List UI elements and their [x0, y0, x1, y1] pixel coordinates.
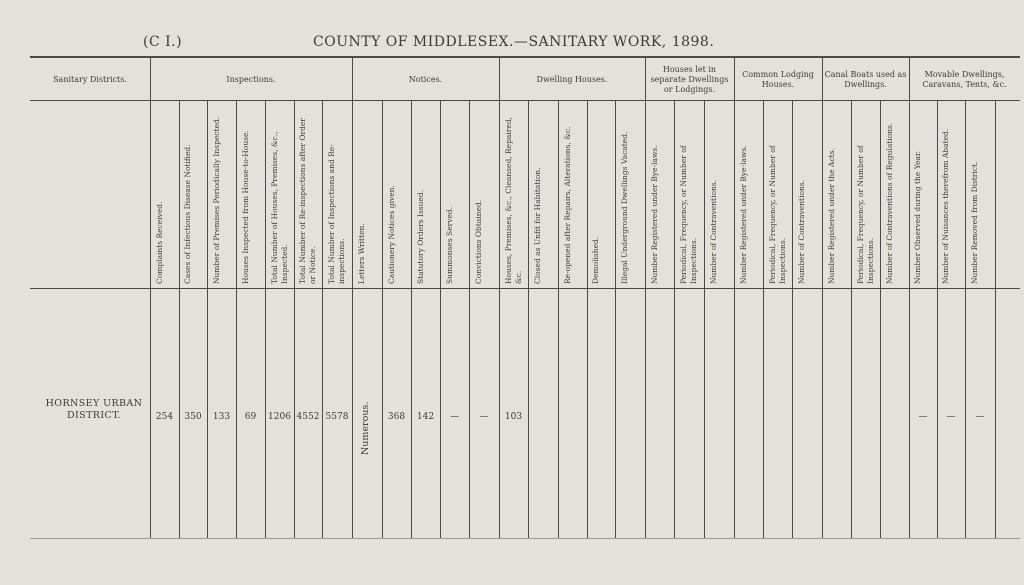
column-header: [909, 104, 937, 284]
column-header-label: Demolished.: [591, 236, 600, 284]
cell-value: 69: [244, 412, 257, 422]
group-header: Inspections.: [226, 75, 276, 84]
cell-value: —: [946, 412, 956, 422]
group-divider: [734, 56, 735, 100]
group-header: Houses let in separate Dwellings or Lodgings.: [650, 65, 729, 94]
column-header: [704, 104, 734, 284]
column-header-label: Total Number of Houses, Premises, &c., Inspected.: [269, 131, 289, 284]
cell-value: 4552: [296, 412, 320, 422]
group-divider: [822, 56, 823, 100]
column-header: [382, 104, 411, 284]
column-header: [150, 104, 179, 284]
table-reference: (C I.): [143, 34, 183, 50]
cell-value: 5578: [325, 412, 349, 422]
column-header-label: Periodical, Frequency, or Number of Inspections.: [679, 145, 698, 284]
cell-value: 103: [504, 412, 523, 422]
column-header-label: Periodical, Frequency, or Number of Inspections.: [855, 145, 875, 284]
column-header-label: Illegal Underground Dwellings Vacated.: [620, 131, 629, 284]
column-header: [236, 104, 265, 284]
column-header-label: Number Registered under Bye-laws.: [649, 145, 659, 284]
column-header: [822, 104, 851, 284]
column-header: [937, 104, 965, 284]
group-divider: [909, 56, 910, 100]
group-divider: [352, 56, 353, 100]
column-header-label: Total Number of Inspections and Re-inspections.: [327, 144, 346, 284]
cell-value: 1206: [268, 412, 291, 422]
group-header: Dwelling Houses.: [536, 75, 608, 84]
column-header: [851, 104, 880, 284]
cell-value: —: [918, 412, 928, 422]
cell-value: 142: [416, 412, 435, 422]
group-divider: [499, 56, 500, 100]
column-header: [265, 104, 294, 284]
column-header-label: Number Observed during the Year.: [913, 150, 922, 284]
column-header-label: Summonses Served.: [444, 206, 454, 284]
column-header-label: Closed as Unfit for Habitation.: [533, 167, 542, 284]
group-header: Notices.: [408, 75, 443, 84]
column-header-label: Number Registered under the Acts.: [826, 148, 836, 284]
column-header: [674, 104, 704, 284]
column-header: [440, 104, 469, 284]
column-header-label: Number Registered under Bye-laws.: [738, 145, 748, 284]
cell-value: 254: [155, 412, 174, 422]
column-header: [965, 104, 995, 284]
group-divider: [150, 56, 151, 100]
table-bottom-edge: [30, 538, 1020, 539]
cell-value: 133: [212, 412, 231, 422]
column-header: [558, 104, 587, 284]
column-header: [645, 104, 674, 284]
group-header: Movable Dwellings, Caravans, Tents, &c.: [922, 70, 1007, 89]
column-header-label: Letters Written.: [357, 223, 366, 284]
table-top-rule: [30, 56, 1020, 58]
column-header: [179, 104, 207, 284]
column-header: [469, 104, 499, 284]
cell-value: Numerous.: [360, 401, 371, 455]
group-divider: [645, 56, 646, 100]
column-header: [792, 104, 822, 284]
cell-value: 368: [387, 412, 406, 422]
column-header: [734, 104, 763, 284]
column-header: [207, 104, 236, 284]
column-header: [587, 104, 615, 284]
column-header-label: Number of Contraventions of Regulations.: [884, 122, 894, 284]
cell-value: —: [450, 412, 459, 422]
group-header: Common Lodging Houses.: [742, 70, 814, 89]
district-name: HORNSEY URBAN DISTRICT.: [45, 398, 143, 421]
column-header: [352, 104, 382, 284]
column-header-label: Number Removed from District.: [970, 161, 979, 284]
cell-value: —: [975, 412, 985, 422]
column-header: [880, 104, 909, 284]
column-header: [528, 104, 558, 284]
column-header-label: Total Number of Re-inspections after Order or Notice.: [298, 118, 317, 284]
column-header-label: Re-opened after Repairs, Alterations, &c.: [562, 126, 572, 284]
column-header-label: Convictions Obtained.: [474, 199, 483, 284]
cell-value: —: [479, 412, 489, 422]
cell-letters-written: [352, 380, 382, 470]
column-header: [411, 104, 440, 284]
column-header-label: Houses Inspected from House-to-House.: [240, 130, 250, 284]
group-header: Canal Boats used as Dwellings.: [824, 70, 907, 89]
column-header-label: Number of Contraventions.: [797, 179, 806, 284]
column-header-label: Complaints Received.: [154, 201, 164, 284]
column-header: [499, 104, 528, 284]
column-header-label: Houses, Premises, &c., Cleansed, Repaired, &c.: [503, 116, 523, 284]
column-header-label: Number of Premises Periodically Inspected.: [211, 116, 221, 284]
column-header: [763, 104, 792, 284]
cell-value: 350: [184, 412, 202, 422]
group-header: Sanitary Districts.: [53, 75, 127, 84]
column-header: [322, 104, 352, 284]
column-header-label: Cases of Infectious Disease Notified.: [183, 144, 192, 284]
page-title: COUNTY OF MIDDLESEX.—SANITARY WORK, 1898.: [313, 34, 715, 50]
column-header-label: Number of Nuisances therefrom Abated.: [941, 128, 950, 284]
column-divider: [995, 100, 996, 538]
column-header: [615, 104, 645, 284]
column-header: [294, 104, 322, 284]
column-header-label: Periodical, Frequency, or Number of Inspections.: [767, 145, 787, 284]
column-header-label: Statutory Orders Issued.: [415, 189, 425, 284]
column-header-label: Number of Contraventions.: [709, 179, 718, 284]
column-header-label: Cautionery Notices given.: [386, 185, 396, 284]
